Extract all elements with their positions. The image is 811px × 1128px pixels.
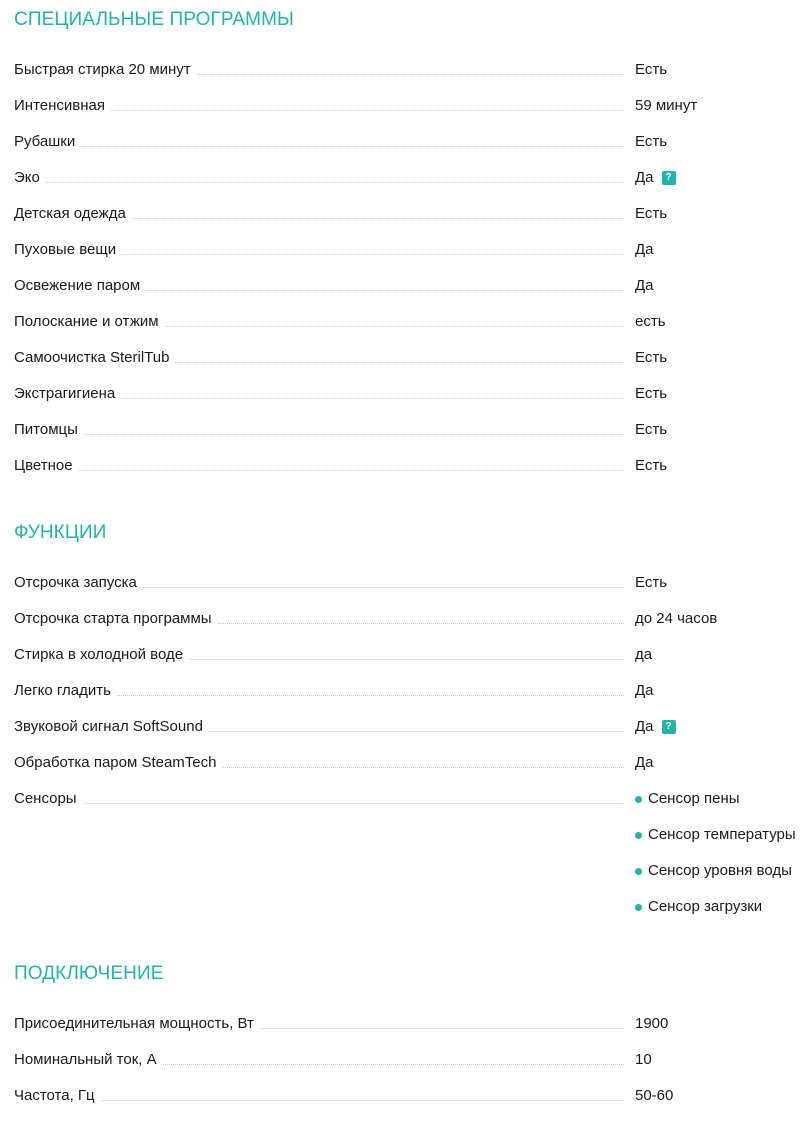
spec-label: Легко гладить	[14, 682, 117, 700]
spec-row	[14, 61, 811, 97]
dotted-leader	[101, 1100, 624, 1101]
section-title-functions: ФУНКЦИИ	[14, 522, 107, 543]
spec-value: до 24 часов	[635, 610, 718, 627]
spec-label: Обработка паром SteamTech	[14, 754, 223, 772]
dotted-leader	[84, 434, 624, 435]
spec-row	[14, 205, 811, 241]
list-item	[635, 898, 796, 934]
functions-rows	[14, 574, 811, 934]
dotted-leader	[218, 623, 624, 624]
spec-row	[14, 97, 811, 133]
spec-value: Да	[635, 682, 654, 699]
spec-row	[14, 133, 811, 169]
spec-row	[14, 574, 811, 610]
spec-label: Освежение паром	[14, 277, 146, 295]
spec-value: есть	[635, 313, 666, 330]
spec-label: Сенсоры	[14, 790, 83, 808]
bullet-dot-icon	[635, 832, 642, 839]
spec-label: Интенсивная	[14, 97, 111, 115]
spec-row	[14, 1015, 811, 1051]
spec-label: Звуковой сигнал SoftSound	[14, 718, 209, 736]
dotted-leader	[83, 803, 624, 804]
dotted-leader	[79, 470, 624, 471]
spec-row	[14, 421, 811, 457]
spec-value: 50-60	[635, 1087, 674, 1104]
spec-row	[14, 754, 811, 790]
spec-row	[14, 1051, 811, 1087]
spec-label: Питомцы	[14, 421, 84, 439]
dotted-leader	[81, 146, 624, 147]
section-title-programs: СПЕЦИАЛЬНЫЕ ПРОГРАММЫ	[14, 9, 294, 30]
spec-row	[14, 241, 811, 277]
dotted-leader	[163, 1064, 624, 1065]
section-special-programs	[0, 8, 811, 493]
spec-label: Экстрагигиена	[14, 385, 121, 403]
spec-label: Эко	[14, 169, 46, 187]
sensor-item: Сенсор загрузки	[648, 898, 763, 915]
section-title-connection: ПОДКЛЮЧЕНИЕ	[14, 963, 164, 984]
spec-label: Быстрая стирка 20 минут	[14, 61, 197, 79]
spec-value: 10	[635, 1051, 652, 1068]
dotted-leader	[189, 659, 624, 660]
list-item	[635, 826, 796, 862]
spec-value: Есть	[635, 349, 668, 366]
section-functions	[0, 521, 811, 934]
spec-value: Есть	[635, 457, 668, 474]
dotted-leader	[121, 398, 624, 399]
spec-value: 59 минут	[635, 97, 698, 114]
list-item	[635, 862, 796, 898]
spec-value: Есть	[635, 421, 668, 438]
spec-label: Номинальный ток, А	[14, 1051, 163, 1069]
spec-row	[14, 646, 811, 682]
spec-row	[14, 610, 811, 646]
dotted-leader	[132, 218, 624, 219]
sensor-item: Сенсор температуры	[648, 826, 796, 843]
dotted-leader	[122, 254, 624, 255]
spec-label: Самоочистка SterilTub	[14, 349, 175, 367]
spec-label: Отсрочка старта программы	[14, 610, 218, 628]
spec-label: Присоединительная мощность, Вт	[14, 1015, 260, 1033]
sensor-list	[635, 790, 796, 934]
spec-value: Да	[635, 169, 654, 186]
dotted-leader	[46, 182, 624, 183]
section-connection	[0, 962, 811, 1123]
spec-value: Да	[635, 754, 654, 771]
bullet-dot-icon	[635, 904, 642, 911]
spec-label: Полоскание и отжим	[14, 313, 165, 331]
spec-value: Есть	[635, 205, 668, 222]
dotted-leader	[117, 695, 624, 696]
dotted-leader	[175, 362, 624, 363]
spec-value: да	[635, 646, 653, 663]
spec-label: Частота, Гц	[14, 1087, 101, 1105]
spec-label: Пуховые вещи	[14, 241, 122, 259]
spec-value: Да	[635, 241, 654, 258]
programs-rows	[14, 61, 811, 493]
dotted-leader	[165, 326, 624, 327]
spec-row	[14, 682, 811, 718]
spec-label: Рубашки	[14, 133, 81, 151]
question-mark-icon[interactable]: ?	[662, 720, 676, 734]
spec-value: Есть	[635, 133, 668, 150]
dotted-leader	[146, 290, 624, 291]
spec-row	[14, 349, 811, 385]
spec-label: Детская одежда	[14, 205, 132, 223]
spec-row	[14, 169, 811, 205]
spec-label: Стирка в холодной воде	[14, 646, 189, 664]
spec-row	[14, 385, 811, 421]
spec-row-sensors	[14, 790, 811, 934]
spec-row	[14, 457, 811, 493]
connection-rows	[14, 1015, 811, 1123]
question-mark-icon[interactable]: ?	[662, 171, 676, 185]
spec-row	[14, 277, 811, 313]
dotted-leader	[197, 74, 624, 75]
spec-value: Есть	[635, 61, 668, 78]
spec-label: Отсрочка запуска	[14, 574, 143, 592]
spec-value: Есть	[635, 385, 668, 402]
sensor-item: Сенсор уровня воды	[648, 862, 792, 879]
bullet-dot-icon	[635, 868, 642, 875]
bullet-dot-icon	[635, 796, 642, 803]
spec-value: Да	[635, 277, 654, 294]
spec-value: Да	[635, 718, 654, 735]
dotted-leader	[223, 767, 625, 768]
spec-label: Цветное	[14, 457, 79, 475]
dotted-leader	[143, 587, 624, 588]
dotted-leader	[111, 110, 624, 111]
spec-row	[14, 313, 811, 349]
spec-row	[14, 1087, 811, 1123]
spec-row	[14, 718, 811, 754]
spec-value: Есть	[635, 574, 668, 591]
dotted-leader	[260, 1028, 624, 1029]
list-item	[635, 790, 796, 826]
dotted-leader	[209, 731, 624, 732]
sensor-item: Сенсор пены	[648, 790, 740, 807]
spec-value: 1900	[635, 1015, 669, 1032]
